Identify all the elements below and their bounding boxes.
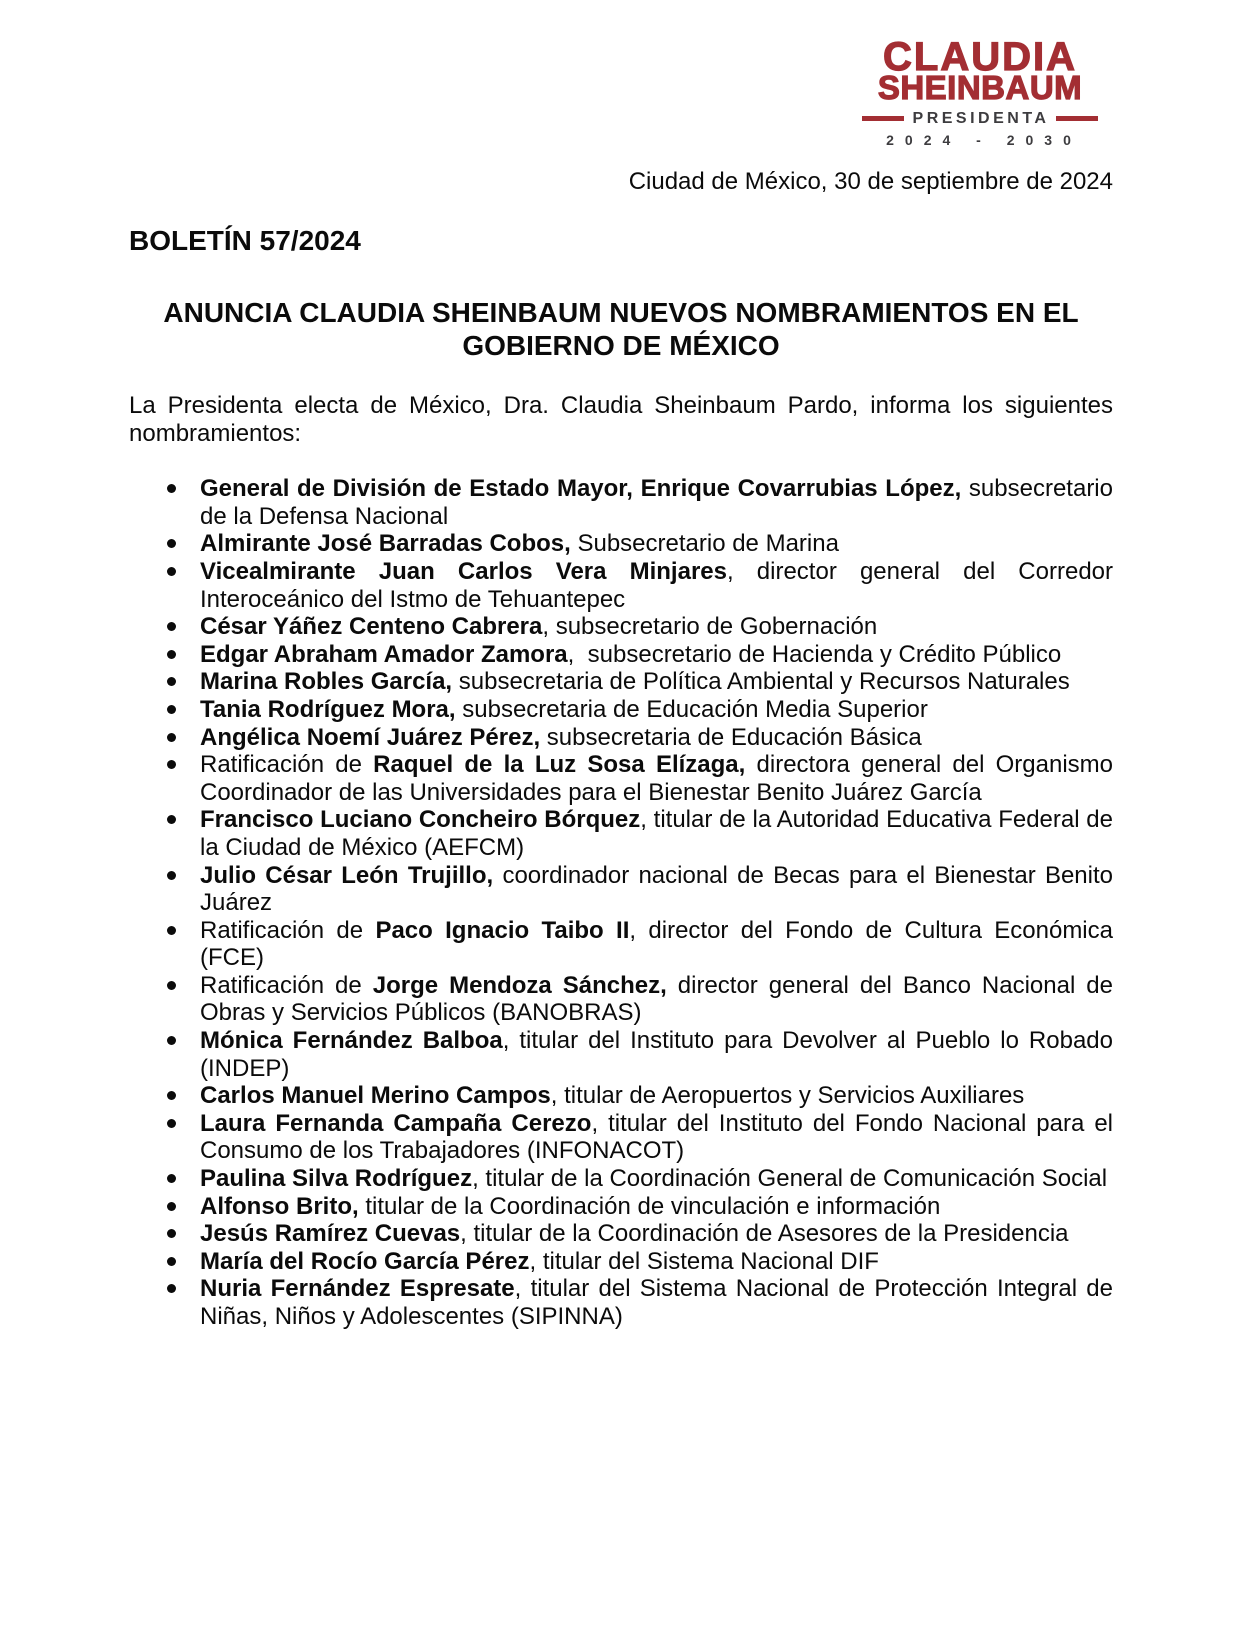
bullet-dot-icon (167, 1257, 176, 1266)
appointment-item (129, 1110, 1113, 1165)
appointment-item (129, 613, 1113, 641)
appointment-item (129, 668, 1113, 696)
appointment-text: Julio César León Trujillo, coordinador nacional de Becas para el Bienestar Benito Juárez (200, 861, 1113, 917)
appointee-name: Laura Fernanda Campaña Cerezo (200, 1109, 592, 1137)
intro-paragraph: La Presidenta electa de México, Dra. Claudia Sheinbaum Pardo, informa los siguientes nombramientos: (129, 392, 1113, 447)
appointment-item (129, 1027, 1113, 1082)
appointee-name: Julio César León Trujillo, (200, 861, 494, 889)
appointee-name: César Yáñez Centeno Cabrera (200, 613, 543, 641)
appointment-item (129, 530, 1113, 558)
bullet-dot-icon (167, 705, 176, 714)
bulletin-number: BOLETÍN 57/2024 (129, 225, 361, 256)
appointment-item (129, 475, 1113, 530)
appointee-name: Edgar Abraham Amador Zamora (200, 640, 568, 668)
logo-left-dash-icon (862, 116, 904, 121)
appointment-text: Ratificación de Paco Ignacio Taibo II, director del Fondo de Cultura Económica (FCE) (200, 916, 1113, 972)
appointment-item (129, 1082, 1113, 1110)
appointments-list (129, 475, 1113, 1330)
appointee-name: Carlos Manuel Merino Campos (200, 1082, 551, 1110)
appointment-text: Tania Rodríguez Mora, subsecretaria de Educación Media Superior (200, 695, 928, 723)
logo-years: 2024 - 2030 (886, 131, 1082, 148)
appointment-item (129, 862, 1113, 917)
appointment-item (129, 696, 1113, 724)
bullet-dot-icon (167, 926, 176, 935)
bullet-dot-icon (167, 539, 176, 548)
appointment-text: Vicealmirante Juan Carlos Vera Minjares, director general del Corredor Interoceánico del Istmo de Tehuantepec (200, 557, 1113, 613)
bullet-dot-icon (167, 1229, 176, 1238)
appointment-text: María del Rocío García Pérez, titular del Sistema Nacional DIF (200, 1247, 879, 1275)
bullet-dot-icon (167, 1119, 176, 1128)
appointee-name: Tania Rodríguez Mora, (200, 695, 456, 723)
claudia-sheinbaum-logo (875, 35, 1085, 148)
bullet-dot-icon (167, 567, 176, 576)
appointment-text: Ratificación de Jorge Mendoza Sánchez, director general del Banco Nacional de Obras y Servicios Públicos (BANOBRAS) (200, 971, 1113, 1027)
appointment-text: Alfonso Brito, titular de la Coordinación de vinculación e información (200, 1192, 941, 1220)
appointment-item (129, 641, 1113, 669)
appointment-item (129, 1193, 1113, 1221)
appointee-name: Mónica Fernández Balboa (200, 1027, 503, 1055)
logo-subtitle: PRESIDENTA (912, 109, 1050, 127)
bullet-dot-icon (167, 733, 176, 742)
appointment-item (129, 1275, 1113, 1330)
appointment-text: Almirante José Barradas Cobos, Subsecretario de Marina (200, 530, 839, 558)
appointee-name: Nuria Fernández Espresate (200, 1275, 515, 1303)
logo-name-line2: SHEINBAUM (877, 69, 1083, 107)
appointment-item (129, 558, 1113, 613)
appointment-text: Francisco Luciano Concheiro Bórquez, titular de la Autoridad Educativa Federal de la Ciudad de México (AEFCM) (200, 806, 1114, 861)
appointment-text: Carlos Manuel Merino Campos, titular de Aeropuertos y Servicios Auxiliares (200, 1082, 1025, 1110)
bullet-dot-icon (167, 622, 176, 631)
bullet-dot-icon (167, 981, 176, 990)
appointee-name: María del Rocío García Pérez (200, 1247, 530, 1275)
appointment-text: Marina Robles García, subsecretaria de Política Ambiental y Recursos Naturales (200, 668, 1070, 696)
appointee-name: Angélica Noemí Juárez Pérez, (200, 723, 541, 751)
appointment-item (129, 806, 1113, 861)
appointee-name: Paco Ignacio Taibo II (375, 916, 630, 944)
document-title-line2: GOBIERNO DE MÉXICO (462, 330, 780, 361)
appointee-name: Vicealmirante Juan Carlos Vera Minjares (200, 557, 727, 585)
appointment-text: Angélica Noemí Juárez Pérez, subsecretaria de Educación Básica (200, 723, 922, 751)
appointment-item (129, 751, 1113, 806)
appointment-text: Nuria Fernández Espresate, titular del Sistema Nacional de Protección Integral de Niñas, Niños y Adolescentes (SIPINNA) (200, 1275, 1114, 1330)
logo-right-dash-icon (1056, 116, 1098, 121)
appointment-item (129, 917, 1113, 972)
appointee-name: Francisco Luciano Concheiro Bórquez (200, 806, 641, 834)
appointment-text: General de División de Estado Mayor, Enrique Covarrubias López, subsecretario de la Defensa Nacional (200, 475, 1113, 530)
appointee-name: Paulina Silva Rodríguez (200, 1165, 473, 1193)
bullet-dot-icon (167, 650, 176, 659)
appointment-text: Jesús Ramírez Cuevas, titular de la Coordinación de Asesores de la Presidencia (200, 1220, 1069, 1248)
document-title-line1: ANUNCIA CLAUDIA SHEINBAUM NUEVOS NOMBRAMIENTOS EN EL (163, 297, 1079, 328)
logo-name-line1: CLAUDIA (883, 35, 1077, 79)
bullet-dot-icon (167, 871, 176, 880)
bullet-dot-icon (167, 1036, 176, 1045)
appointment-text: Paulina Silva Rodríguez, titular de la Coordinación General de Comunicación Social (200, 1165, 1108, 1193)
document-title (129, 296, 1113, 362)
appointment-text: César Yáñez Centeno Cabrera, subsecretario de Gobernación (200, 613, 878, 641)
bullet-dot-icon (167, 1091, 176, 1100)
appointee-name: Raquel de la Luz Sosa Elízaga, (373, 751, 746, 779)
appointment-item (129, 1165, 1113, 1193)
appointee-name: Marina Robles García, (200, 668, 453, 696)
appointment-text: Mónica Fernández Balboa, titular del Instituto para Devolver al Pueblo lo Robado (INDEP) (200, 1027, 1113, 1082)
bullet-dot-icon (167, 1284, 176, 1293)
appointee-name: Alfonso Brito, (200, 1192, 359, 1220)
bullet-dot-icon (167, 677, 176, 686)
bullet-dot-icon (167, 815, 176, 824)
bullet-dot-icon (167, 760, 176, 769)
dateline: Ciudad de México, 30 de septiembre de 2024 (628, 168, 1113, 195)
bullet-dot-icon (167, 1202, 176, 1211)
appointee-name: Jorge Mendoza Sánchez, (372, 971, 667, 999)
appointment-text: Edgar Abraham Amador Zamora, subsecretario de Hacienda y Crédito Público (200, 640, 1062, 668)
appointee-name: Jesús Ramírez Cuevas (200, 1220, 461, 1248)
appointment-item (129, 972, 1113, 1027)
bullet-dot-icon (167, 1174, 176, 1183)
appointment-item (129, 724, 1113, 752)
appointment-text: Ratificación de Raquel de la Luz Sosa Elízaga, directora general del Organismo Coordinador de las Universidades para el Bienestar Benito Juárez García (200, 751, 1113, 806)
appointee-name: Almirante José Barradas Cobos, (200, 530, 571, 558)
appointment-text: Laura Fernanda Campaña Cerezo, titular del Instituto del Fondo Nacional para el Consumo de los Trabajadores (INFONACOT) (200, 1109, 1114, 1165)
appointment-item (129, 1220, 1113, 1248)
appointee-name: General de División de Estado Mayor, Enrique Covarrubias López, (200, 475, 962, 503)
bullet-dot-icon (167, 484, 176, 493)
logo-presidenta-row (875, 110, 1085, 128)
appointment-item (129, 1248, 1113, 1276)
